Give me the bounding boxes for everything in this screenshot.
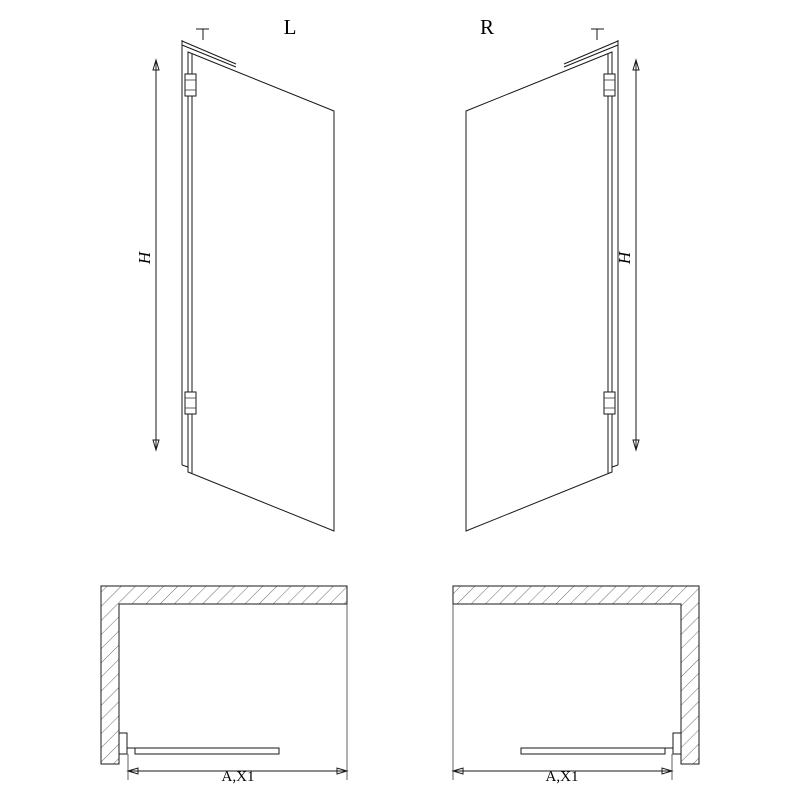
left-plan-dimension-label: A,X1 xyxy=(221,769,255,785)
left-plan-view xyxy=(101,586,347,785)
left-elevation-view xyxy=(135,15,334,531)
right-lower-hinge xyxy=(604,392,615,414)
left-plan-wall-profile xyxy=(119,733,135,754)
right-plan-wall-hatch xyxy=(453,586,699,764)
left-glass-panel xyxy=(188,52,334,531)
right-plan-wall-profile xyxy=(665,733,681,754)
right-plan-dimension-label: A,X1 xyxy=(545,769,579,785)
left-floor-line xyxy=(182,465,188,467)
right-plan-outer-outline xyxy=(453,586,699,764)
right-glass-panel xyxy=(466,52,612,531)
left-plan-glass-panel xyxy=(135,748,279,754)
right-floor-line xyxy=(612,465,618,467)
left-view-label: L xyxy=(283,15,297,39)
left-plan-inner-outline xyxy=(119,604,347,764)
right-height-label: H xyxy=(615,251,634,265)
right-view-label: R xyxy=(479,15,495,39)
left-lower-hinge xyxy=(185,392,196,414)
left-plan-wall-hatch xyxy=(101,586,347,764)
left-height-label: H xyxy=(135,251,154,265)
left-plan-outer-outline xyxy=(101,586,347,764)
right-upper-hinge xyxy=(604,74,615,96)
right-plan-view xyxy=(453,586,699,785)
right-plan-glass-panel xyxy=(521,748,665,754)
right-elevation-view xyxy=(466,15,639,531)
left-upper-hinge xyxy=(185,74,196,96)
right-plan-inner-outline xyxy=(453,604,681,764)
